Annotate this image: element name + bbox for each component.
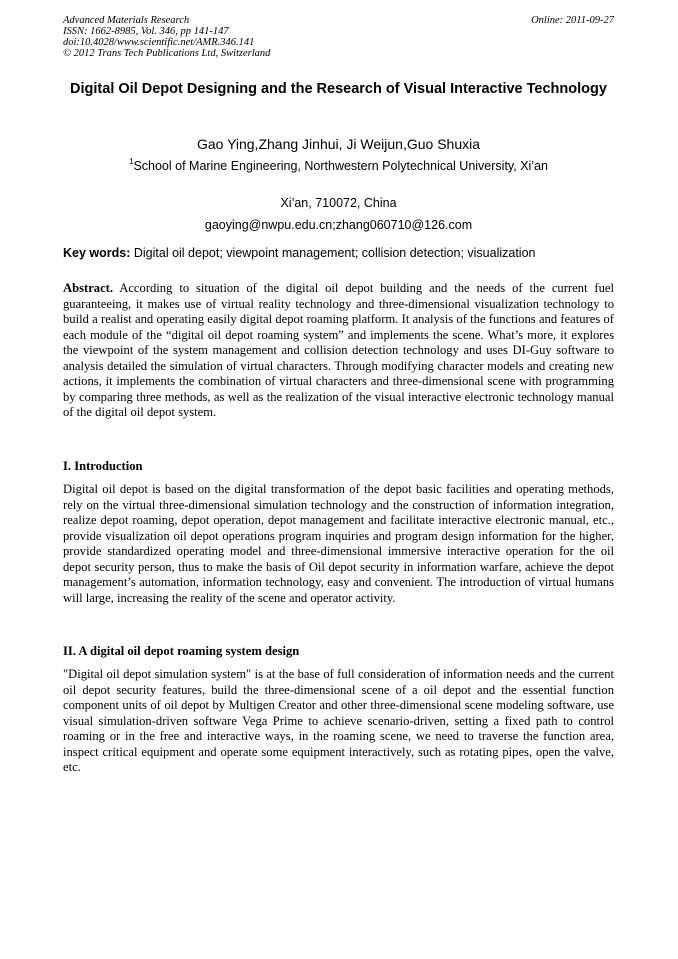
online-date: Online: 2011-09-27 [531,15,614,26]
journal-header [63,15,614,59]
abstract-label: Abstract. [63,281,114,295]
affiliation [63,159,614,174]
issn-line: ISSN: 1662-8985, Vol. 346, pp 141-147 [63,26,229,37]
copyright-line: © 2012 Trans Tech Publications Ltd, Switzerland [63,48,271,59]
section-heading-introduction: I. Introduction [63,459,143,473]
author-list: Gao Ying,Zhang Jinhui, Ji Weijun,Guo Shuxia [196,136,481,152]
section-body-introduction: Digital oil depot is based on the digital transformation of the depot basic facilities and operating methods, rely on the virtual three-dimensional simulation technology and the construction of information integration, realize depot roaming, depot operation, depot management and facilitate interactive electronic manual, etc., provide visualization oil depot operations program inquiries and program design information for the higher, provide standardized operating model and three-dimensional immersive interactive operation for the oil depot security person, thus to make the basis of Oil depot security in information warfare, achieve the depot management’s automation, information technology, easy and convenient. The introduction of virtual humans will large, increasing the reality of the scene and operator activity. [63,482,614,605]
abstract [63,281,614,421]
keywords [63,246,614,261]
affiliation-text: School of Marine Engineering, Northwestern Polytechnical University, Xi’an [133,159,548,173]
email-line: gaoying@nwpu.edu.cn;zhang060710@126.com [204,218,473,232]
affiliation-marker: 1 [128,157,134,166]
keywords-text: Digital oil depot; viewpoint management; collision detection; visualization [133,246,536,260]
section-body-system-design: "Digital oil depot simulation system" is at the base of full consideration of information needs and the current oil depot security features, build the three-dimensional scene of a oil depot and the essential function component units of oil depot by Multigen Creator and other three-dimensional scene modeling software, use visual simulation-driven software Vega Prime to achieve scenario-driven, setting a fixed path to control roaming or in the free and interactive ways, in the roaming scene, we need to traverse the function area, inspect critical equipment and operate some equipment interactively, such as rotating pipes, open the valve, etc. [63,667,614,775]
doi-line: doi:10.4028/www.scientific.net/AMR.346.141 [63,37,255,48]
keywords-label: Key words: [63,246,131,260]
abstract-text: According to situation of the digital oil depot building and the needs of the current fuel guaranteeing, it makes use of virtual reality technology and three-dimensional visualization technology to build a realist and operating easily digital depot roaming platform. It analysis of the functions and features of each module of the “digital oil depot roaming system” and implements the scene. What’s more, it explores the viewpoint of the system management and collision detection technology and uses DI-Guy software to analysis detailed the simulation of virtual characters. Through modifying character models and creating new actions, it implements the combination of virtual characters and three-dimensional scene with programming by comparing three methods, as well as the realization of the visual interactive electronic technology manual of the digital oil depot system. [63,281,614,420]
paper-title: Digital Oil Depot Designing and the Research of Visual Interactive Technology [70,81,607,97]
section-heading-system-design: II. A digital oil depot roaming system design [63,644,300,658]
city-line: Xi’an, 710072, China [280,196,397,210]
journal-name: Advanced Materials Research [63,15,190,26]
